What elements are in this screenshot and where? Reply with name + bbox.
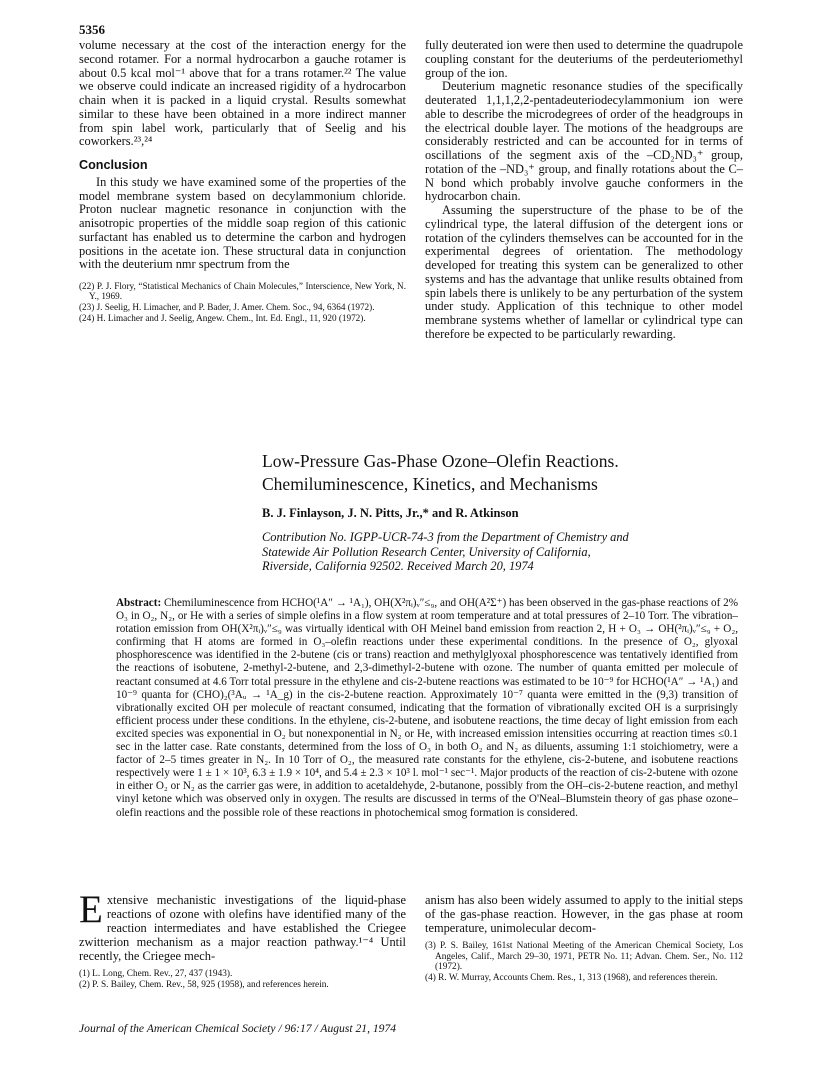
journal-footer: Journal of the American Chemical Society / 96:17 / August 21, 1974 [79,1022,397,1035]
abstract [116,597,738,820]
reference: (3) P. S. Bailey, 161st National Meeting of the American Chemical Society, Los Angeles, Calif., March 29–30, 1971, PETR No. 11; Advan. Chem. Ser., No. 112 (1972). [425,941,743,973]
paragraph: In this study we have examined some of the properties of the model membrane system based on decylammonium chloride. Proton nuclear magnetic resonance in conjunction with the anisotropic properties of the middle soap region of this cationic surfactant has enabled us to determine the carbon and hydrogen positions in the acetate ion. These structural data in conjunction with the deuterium nmr spectrum from the [79,174,406,272]
drop-cap: E [79,888,103,931]
body-text: anism has also been widely assumed to apply to the initial steps of the gas-phase reaction. However, in the gas phase at room temperature, unimolecular decom- [425,893,743,935]
references-list [79,969,406,990]
abstract-text: Chemiluminescence from HCHO(¹A″ → ¹A₁), OH(X²πᵢ)ᵥ″≤₉, and OH(A²Σ⁺) has been observed in the gas-phase reactions of 2% O₃ in O₂, N₂, or He with a series of simple olefins in a flow system at room temperature and at total pressures of 2–10 Torr. The vibration–rotation emission from OH(X²πᵢ)ᵥ″≤₉ was virtually identical with OH Meinel band emission from reaction 2, H + O₃ → OH(²πᵢ)ᵥ″≤₉ + O₂, confirming that H atoms are formed in O₃–olefin reactions under these experimental conditions. In the presence of O₂, glyoxal phosphorescence was identified in the 2-butene (cis or trans) reaction and methylglyoxal phosphorescence was tentatively identified from the reactions of isobutene, 2-methyl-2-butene, and 2,3-dimethyl-2-butene with ozone. The number of quanta emitted per molecule of reactant consumed at 4.6 Torr total pressure in the ethylene and cis-2-butene reactions was estimated to be 10⁻⁹ for HCHO(¹A″ → ¹A₁) and 10⁻⁹ quanta for (CHO)₂(³Aᵤ → ¹A_g) in the cis-2-butene reaction. Approximately 10⁻⁷ quanta were emitted in the (9,3) transition of vibrationally excited OH per molecule of reactant consumed, indicating that the formation of vibrationally excited OH is a surprisingly efficient process under these conditions. In the ethylene, cis-2-butene, and isobutene reactions, the time decay of light emission from each excited species was exponential in O₂ but nonexponential in N₂ or He, with increased emission intensities occurring at reaction times ≤0.1 sec in the latter case. Rate constants, determined from the loss of O₃ in both O₂ and N₂ as diluents, assuming 1:1 stoichiometry, were a factor of 2–5 times greater in N₂. In 10 Torr of O₂, the measured rate constants for the ethylene, cis-2-butene, and isobutene reactions respectively were 1 ± 1 × 10³, 6.3 ± 1.9 × 10⁴, and 5.4 ± 2.3 × 10³ l. mol⁻¹ sec⁻¹. Major products of the reaction of cis-2-butene with ozone in either O₂ or N₂ as the carrier gas were, in addition to acetaldehyde, 2-butanone, possibly from the OH–cis-2-butene reaction, and methyl vinyl ketone which was observed only in oxygen. The results are discussed in terms of the O'Neal–Blumstein theory of gas phase ozone–olefin reactions and the possible role of these reactions in photochemical smog formation is considered. [116,597,738,819]
affiliation-line: Contribution No. IGPP-UCR-74-3 from the Department of Chemistry and [262,530,629,544]
reference: (22) P. J. Flory, “Statistical Mechanics of Chain Molecules,” Interscience, New York, N. Y., 1969. [79,281,406,302]
page-number: 5356 [79,22,105,37]
affiliation-line: Riverside, California 92502. Received March 20, 1974 [262,559,534,574]
paragraph: fully deuterated ion were then used to determine the quadrupole coupling constant for the deuteriums of the perdeuteriomethyl group of the ion. [425,38,743,80]
article-title-line: Chemiluminescence, Kinetics, and Mechanisms [262,474,598,494]
reference: (1) L. Long, Chem. Rev., 27, 437 (1943). [79,969,233,979]
article-title-line: Low-Pressure Gas-Phase Ozone–Olefin Reactions. [262,451,619,471]
paragraph: Assuming the superstructure of the phase to be of the cylindrical type, the lateral diffusion of the detergent ions or rotation of the cylinders themselves can be accounted for in the experimental degrees of orientation. The methodology developed for treating this system can be generalized to other systems and has the advantage that unlike results obtained from spin labels there is unlikely to be any perturbation of the system under study. Application of this technique to other model membrane systems whether of lamellar or cylindrical type can therefore be expected to be particularly rewarding. [425,203,743,341]
reference: (23) J. Seelig, H. Limacher, and P. Bader, J. Amer. Chem. Soc., 94, 6364 (1972). [79,302,375,313]
abstract-label: Abstract: [116,597,162,609]
references-list [79,281,406,323]
reference: (24) H. Limacher and J. Seelig, Angew. Chem., Int. Ed. Engl., 11, 920 (1972). [79,313,366,323]
body-text: xtensive mechanistic investigations of the liquid-phase reactions of ozone with olefins have identified many of the reaction intermediates and have established the Criegee zwitterion mechanism as a major reaction pathway.¹⁻⁴ Until recently, the Criegee mech- [79,893,406,963]
left-column [79,39,406,324]
article-title [262,450,762,496]
authors: B. J. Finlayson, J. N. Pitts, Jr.,* and R. Atkinson [262,506,519,520]
section-heading: Conclusion [79,158,148,172]
reference: (4) R. W. Murray, Accounts Chem. Res., 1, 313 (1968), and references therein. [425,972,718,983]
body-left-column [79,888,406,990]
right-column [425,39,743,342]
affiliation [262,530,742,574]
paragraph: Deuterium magnetic resonance studies of the specifically deuterated 1,1,1,2,2-pentadeuteriodecylammonium ion were able to describe the microdegrees of order of the headgroups in the electrical double layer. The motions of the headgroups are considerably restricted and can be accounted for in terms of oscillations of the segment axis of the –CD₂ND₃⁺ group, rotation of the –ND₃⁺ group, and finally rotations about the C–N bond which probably involve gauche conformers in the hydrocarbon chain. [425,79,743,204]
reference: (2) P. S. Bailey, Chem. Rev., 58, 925 (1958), and references herein. [79,979,329,990]
affiliation-line: Statewide Air Pollution Research Center, University of California, [262,544,591,559]
references-list [425,941,743,983]
body-right-column [425,893,743,983]
paragraph: volume necessary at the cost of the interaction energy for the second rotamer. For a normal hydrocarbon a gauche rotamer is about 0.5 kcal mol⁻¹ above that for a trans rotamer.²² The value we observe could indicate an increased rigidity of a hydrocarbon chain when it is packed in a liquid crystal. Results somewhat similar to these have been obtained in a more indirect manner from spin label work, particularly that of Seelig and his coworkers.²³,²⁴ [79,38,406,149]
